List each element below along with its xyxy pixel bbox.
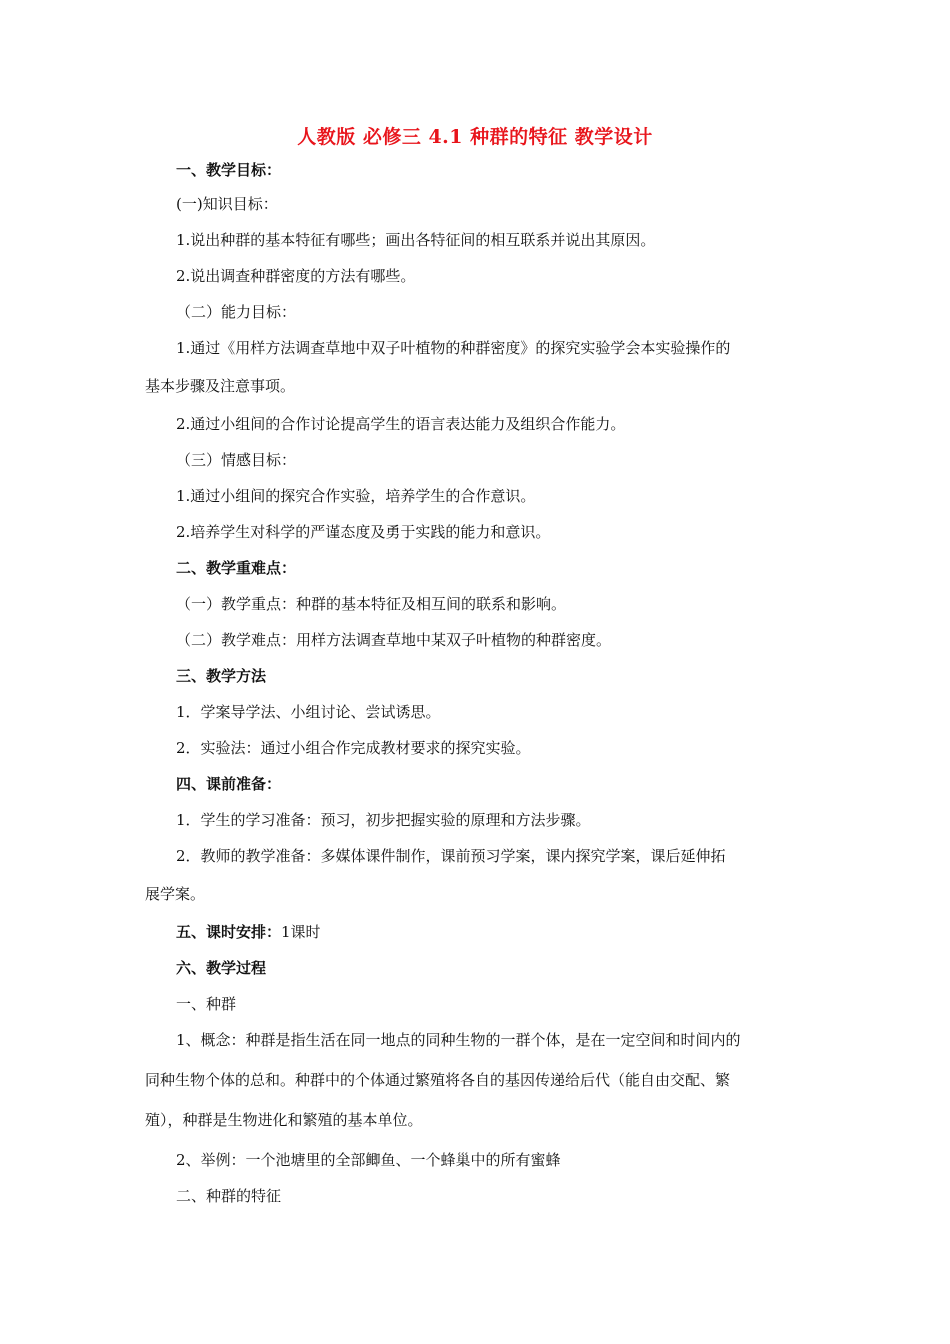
paragraph-line: 2.说出调查种群密度的方法有哪些。 — [176, 267, 416, 285]
paragraph-line: 二、种群的特征 — [176, 1187, 282, 1205]
paragraph-line: 2．实验法：通过小组合作完成教材要求的探究实验。 — [176, 739, 531, 757]
paragraph-line: （二）教学难点：用样方法调查草地中某双子叶植物的种群密度。 — [176, 631, 612, 649]
paragraph-line: 2、举例：一个池塘里的全部鲫鱼、一个蜂巢中的所有蜜蜂 — [176, 1151, 561, 1169]
paragraph-line: 2．教师的教学准备：多媒体课件制作，课前预习学案，课内探究学案，课后延伸拓 — [176, 847, 726, 865]
paragraph-line: （二）能力目标： — [176, 303, 297, 321]
paragraph-line: 1．学案导学法、小组讨论、尝试诱思。 — [176, 703, 441, 721]
section-heading-5: 五、课时安排：1课时 — [176, 923, 321, 941]
paragraph-line: （一）教学重点：种群的基本特征及相互间的联系和影响。 — [176, 595, 567, 613]
class-hours-value: 1课时 — [281, 923, 321, 941]
section-heading-1: 一、教学目标： — [176, 161, 282, 179]
section-heading-6: 六、教学过程 — [176, 959, 267, 977]
paragraph-line: 殖），种群是生物进化和繁殖的基本单位。 — [145, 1111, 423, 1129]
paragraph-line: 1.说出种群的基本特征有哪些；画出各特征间的相互联系并说出其原因。 — [176, 231, 656, 249]
paragraph-line: 基本步骤及注意事项。 — [145, 377, 296, 395]
paragraph-line: 1、概念：种群是指生活在同一地点的同种生物的一群个体，是在一定空间和时间内的 — [176, 1031, 741, 1049]
paragraph-line: 展学案。 — [145, 885, 206, 903]
paragraph-line: 1．学生的学习准备：预习，初步把握实验的原理和方法步骤。 — [176, 811, 591, 829]
paragraph-line: 一、种群 — [176, 995, 237, 1013]
section-heading-3: 三、教学方法 — [176, 667, 267, 685]
paragraph-line: (一)知识目标： — [176, 195, 278, 213]
paragraph-line: （三）情感目标： — [176, 451, 297, 469]
document-title: 人教版 必修三 4.1 种群的特征 教学设计 — [297, 126, 653, 148]
paragraph-line: 1.通过《用样方法调查草地中双子叶植物的种群密度》的探究实验学会本实验操作的 — [176, 339, 731, 357]
section-heading-2: 二、教学重难点： — [176, 559, 297, 577]
paragraph-line: 2.培养学生对科学的严谨态度及勇于实践的能力和意识。 — [176, 523, 551, 541]
section-heading-4: 四、课前准备： — [176, 775, 282, 793]
paragraph-line: 1.通过小组间的探究合作实验，培养学生的合作意识。 — [176, 487, 536, 505]
paragraph-line: 2.通过小组间的合作讨论提高学生的语言表达能力及组织合作能力。 — [176, 415, 626, 433]
paragraph-line: 同种生物个体的总和。种群中的个体通过繁殖将各自的基因传递给后代（能自由交配、繁 — [145, 1071, 731, 1089]
